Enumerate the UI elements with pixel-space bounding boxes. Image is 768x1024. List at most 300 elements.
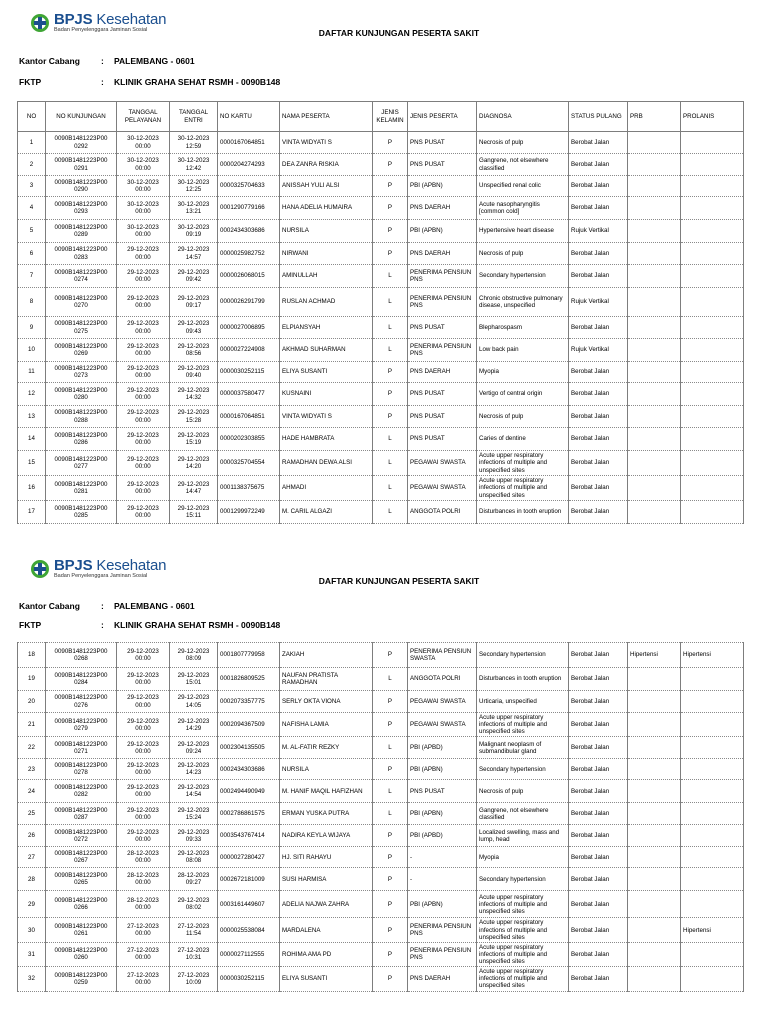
fktp-value: KLINIK GRAHA SEHAT RSMH - 0090B148 [114, 620, 281, 630]
cell-no: 12 [18, 383, 46, 406]
header-no: NO [18, 102, 46, 132]
cell-tanggal-pelayanan: 30-12-2023 00:00 [117, 132, 170, 154]
cell-prb [628, 288, 681, 317]
cell-tanggal-entri: 29-12-2023 09:17 [170, 288, 218, 317]
cell-no-kartu: 0001807779958 [218, 643, 280, 668]
cell-prolanis: Hipertensi [681, 918, 744, 942]
table-row [18, 476, 744, 501]
table-row [18, 847, 744, 868]
cell-jenis-peserta: PENERIMA PENSIUN PNS [408, 918, 477, 942]
header-status-pulang: STATUS PULANG [569, 102, 628, 132]
cell-tanggal-entri: 30-12-2023 13:21 [170, 197, 218, 220]
cell-tanggal-entri: 30-12-2023 12:42 [170, 154, 218, 176]
cell-jenis-kelamin: P [373, 154, 408, 176]
kantor-value: PALEMBANG - 0601 [114, 601, 195, 611]
cell-prb [628, 918, 681, 942]
cell-prb [628, 868, 681, 891]
cell-tanggal-entri: 29-12-2023 14:20 [170, 451, 218, 476]
cell-status-pulang: Berobat Jalan [569, 451, 628, 476]
cell-no-kunjungan: 0090B1481223P00 0269 [46, 339, 117, 362]
cell-no-kartu: 0000026291799 [218, 288, 280, 317]
cell-no-kartu: 0002073357775 [218, 691, 280, 713]
cell-no: 13 [18, 406, 46, 428]
cell-no-kartu: 0000037580477 [218, 383, 280, 406]
table-row [18, 643, 744, 668]
header-diagnosa: DIAGNOSA [477, 102, 569, 132]
cell-jenis-kelamin: P [373, 847, 408, 868]
logo-brand-light: Kesehatan [96, 557, 167, 574]
cell-no-kunjungan: 0090B1481223P00 0271 [46, 737, 117, 759]
cell-no: 15 [18, 451, 46, 476]
cell-nama-peserta: ROHIMA AMA PD [280, 942, 373, 966]
cell-prb [628, 339, 681, 362]
cell-tanggal-pelayanan: 29-12-2023 00:00 [117, 451, 170, 476]
cell-no: 10 [18, 339, 46, 362]
cell-prolanis [681, 220, 744, 243]
cell-no: 22 [18, 737, 46, 759]
cell-jenis-kelamin: P [373, 868, 408, 891]
cell-no: 27 [18, 847, 46, 868]
cell-jenis-kelamin: P [373, 406, 408, 428]
cell-tanggal-entri: 30-12-2023 09:19 [170, 220, 218, 243]
cell-tanggal-pelayanan: 27-12-2023 00:00 [117, 918, 170, 942]
colon: : [101, 56, 104, 66]
cell-no-kartu: 0000027112555 [218, 942, 280, 966]
cell-jenis-peserta: PEGAWAI SWASTA [408, 451, 477, 476]
cell-prb [628, 476, 681, 501]
cell-no-kunjungan: 0090B1481223P00 0277 [46, 451, 117, 476]
cell-jenis-kelamin: P [373, 362, 408, 383]
cell-status-pulang: Berobat Jalan [569, 825, 628, 847]
cell-nama-peserta: ADELIA NAJWA ZAHRA [280, 891, 373, 918]
cell-no-kunjungan: 0090B1481223P00 0280 [46, 383, 117, 406]
cell-prolanis [681, 691, 744, 713]
cell-prolanis [681, 154, 744, 176]
table-header-row [18, 102, 744, 132]
cell-prb [628, 847, 681, 868]
cell-jenis-kelamin: L [373, 428, 408, 451]
cell-jenis-kelamin: P [373, 643, 408, 668]
cell-prb [628, 891, 681, 918]
cell-tanggal-pelayanan: 30-12-2023 00:00 [117, 154, 170, 176]
cell-jenis-peserta: PENERIMA PENSIUN PNS [408, 265, 477, 288]
cell-prolanis [681, 288, 744, 317]
cell-jenis-kelamin: L [373, 803, 408, 825]
cell-status-pulang: Berobat Jalan [569, 132, 628, 154]
cell-no-kartu: 0001826809525 [218, 668, 280, 691]
cell-tanggal-pelayanan: 29-12-2023 00:00 [117, 737, 170, 759]
cell-no-kartu: 0001290779166 [218, 197, 280, 220]
cell-nama-peserta: NAFISHA LAMIA [280, 713, 373, 737]
cell-jenis-peserta: PBI (APBN) [408, 891, 477, 918]
cell-nama-peserta: RAMADHAN DEWA ALSI [280, 451, 373, 476]
table-row [18, 759, 744, 780]
cell-prb [628, 942, 681, 966]
cell-nama-peserta: ELIYA SUSANTI [280, 967, 373, 991]
cell-tanggal-pelayanan: 29-12-2023 00:00 [117, 780, 170, 803]
cell-no: 23 [18, 759, 46, 780]
cell-no-kartu: 0002094367509 [218, 713, 280, 737]
cell-no: 3 [18, 176, 46, 197]
cell-diagnosa: Secondary hypertension [477, 759, 569, 780]
cell-diagnosa: Low back pain [477, 339, 569, 362]
cell-prolanis [681, 868, 744, 891]
cell-diagnosa: Acute upper respiratory infections of multiple and unspecified sites [477, 942, 569, 966]
fktp-label: FKTP [19, 77, 42, 87]
cell-prb [628, 737, 681, 759]
cell-tanggal-pelayanan: 29-12-2023 00:00 [117, 362, 170, 383]
table-row [18, 891, 744, 918]
cell-nama-peserta: M. AL-FATIR REZKY [280, 737, 373, 759]
cell-nama-peserta: KUSNAINI [280, 383, 373, 406]
cell-jenis-kelamin: L [373, 501, 408, 524]
cell-no-kartu: 0003161449607 [218, 891, 280, 918]
cell-no-kunjungan: 0090B1481223P00 0266 [46, 891, 117, 918]
cell-no-kunjungan: 0090B1481223P00 0270 [46, 288, 117, 317]
cell-tanggal-pelayanan: 30-12-2023 00:00 [117, 176, 170, 197]
cell-no: 18 [18, 643, 46, 668]
cell-nama-peserta: VINTA WIDYATI S [280, 406, 373, 428]
cell-jenis-peserta: PNS PUSAT [408, 132, 477, 154]
cell-nama-peserta: SERLY OKTA VIONA [280, 691, 373, 713]
cell-prolanis [681, 265, 744, 288]
cell-tanggal-pelayanan: 28-12-2023 00:00 [117, 868, 170, 891]
cell-no-kartu: 0000027006895 [218, 317, 280, 339]
cell-jenis-kelamin: P [373, 691, 408, 713]
cell-jenis-kelamin: P [373, 220, 408, 243]
cell-no: 21 [18, 713, 46, 737]
cell-no-kunjungan: 0090B1481223P00 0272 [46, 825, 117, 847]
cell-tanggal-pelayanan: 29-12-2023 00:00 [117, 243, 170, 265]
cell-tanggal-pelayanan: 29-12-2023 00:00 [117, 317, 170, 339]
cell-no-kunjungan: 0090B1481223P00 0284 [46, 668, 117, 691]
cell-tanggal-entri: 29-12-2023 14:23 [170, 759, 218, 780]
table-row [18, 803, 744, 825]
cell-status-pulang: Berobat Jalan [569, 942, 628, 966]
cell-diagnosa: Vertigo of central origin [477, 383, 569, 406]
colon: : [101, 620, 104, 630]
table-row [18, 713, 744, 737]
cell-no: 24 [18, 780, 46, 803]
cell-tanggal-entri: 29-12-2023 14:29 [170, 713, 218, 737]
kantor-cabang-row [19, 601, 195, 611]
cell-prolanis [681, 428, 744, 451]
cell-prb [628, 713, 681, 737]
cell-nama-peserta: SUSI HARMISA [280, 868, 373, 891]
cell-jenis-peserta: PENERIMA PENSIUN PNS [408, 339, 477, 362]
cell-prb [628, 803, 681, 825]
page-section-2 [0, 548, 768, 1024]
header-tanggal-pelayanan: TANGGAL PELAYANAN [117, 102, 170, 132]
cell-status-pulang: Berobat Jalan [569, 967, 628, 991]
cell-tanggal-pelayanan: 29-12-2023 00:00 [117, 428, 170, 451]
cell-no-kartu: 0000026068015 [218, 265, 280, 288]
cell-no-kunjungan: 0090B1481223P00 0273 [46, 362, 117, 383]
cell-no-kartu: 0001299972249 [218, 501, 280, 524]
cell-prb [628, 132, 681, 154]
table-row [18, 942, 744, 966]
table-row [18, 383, 744, 406]
cell-nama-peserta: HADE HAMBRATA [280, 428, 373, 451]
cell-no: 11 [18, 362, 46, 383]
cell-jenis-kelamin: L [373, 737, 408, 759]
cell-no-kunjungan: 0090B1481223P00 0259 [46, 967, 117, 991]
cell-jenis-peserta: PEGAWAI SWASTA [408, 691, 477, 713]
cell-prolanis [681, 317, 744, 339]
cell-no-kunjungan: 0090B1481223P00 0283 [46, 243, 117, 265]
cell-diagnosa: Myopia [477, 362, 569, 383]
cell-jenis-peserta: PBI (APBD) [408, 737, 477, 759]
colon: : [101, 601, 104, 611]
cell-diagnosa: Necrosis of pulp [477, 406, 569, 428]
table-row [18, 501, 744, 524]
cell-prolanis [681, 476, 744, 501]
cell-status-pulang: Rujuk Vertikal [569, 288, 628, 317]
cell-no: 1 [18, 132, 46, 154]
table-row [18, 668, 744, 691]
cell-no: 28 [18, 868, 46, 891]
cell-jenis-kelamin: L [373, 668, 408, 691]
cell-jenis-peserta: - [408, 847, 477, 868]
cell-no: 19 [18, 668, 46, 691]
fktp-row [19, 620, 280, 630]
cell-no-kartu: 0002304135505 [218, 737, 280, 759]
cell-tanggal-pelayanan: 29-12-2023 00:00 [117, 825, 170, 847]
cell-tanggal-entri: 27-12-2023 10:09 [170, 967, 218, 991]
cell-tanggal-pelayanan: 27-12-2023 00:00 [117, 942, 170, 966]
cell-status-pulang: Berobat Jalan [569, 691, 628, 713]
cell-no-kartu: 0002494490949 [218, 780, 280, 803]
cell-no: 30 [18, 918, 46, 942]
table-row [18, 406, 744, 428]
cell-tanggal-pelayanan: 29-12-2023 00:00 [117, 383, 170, 406]
header-prolanis: PROLANIS [681, 102, 744, 132]
cell-status-pulang: Berobat Jalan [569, 197, 628, 220]
cell-tanggal-entri: 30-12-2023 12:25 [170, 176, 218, 197]
cell-status-pulang: Berobat Jalan [569, 501, 628, 524]
cell-prb [628, 825, 681, 847]
cell-tanggal-entri: 29-12-2023 09:42 [170, 265, 218, 288]
kantor-label: Kantor Cabang [19, 601, 80, 611]
cell-tanggal-entri: 29-12-2023 14:54 [170, 780, 218, 803]
cell-no-kunjungan: 0090B1481223P00 0274 [46, 265, 117, 288]
cell-no-kartu: 0000027280427 [218, 847, 280, 868]
fktp-value: KLINIK GRAHA SEHAT RSMH - 0090B148 [114, 77, 281, 87]
cell-status-pulang: Rujuk Vertikal [569, 220, 628, 243]
cell-tanggal-entri: 29-12-2023 14:57 [170, 243, 218, 265]
cell-nama-peserta: DEA ZANRA RISKIA [280, 154, 373, 176]
cell-no-kunjungan: 0090B1481223P00 0282 [46, 780, 117, 803]
cell-nama-peserta: NADIRA KEYLA WIJAYA [280, 825, 373, 847]
cell-diagnosa: Gangrene, not elsewhere classified [477, 154, 569, 176]
cell-jenis-kelamin: P [373, 197, 408, 220]
cell-status-pulang: Berobat Jalan [569, 406, 628, 428]
cell-nama-peserta: ELPIANSYAH [280, 317, 373, 339]
cell-nama-peserta: ERMAN YUSKA PUTRA [280, 803, 373, 825]
cell-prolanis [681, 383, 744, 406]
cell-prolanis [681, 825, 744, 847]
cell-no-kartu: 0000025982752 [218, 243, 280, 265]
cell-tanggal-entri: 29-12-2023 15:01 [170, 668, 218, 691]
table-row [18, 288, 744, 317]
cell-nama-peserta: RUSLAN ACHMAD [280, 288, 373, 317]
logo-subtitle: Badan Penyelenggara Jaminan Sosial [54, 27, 148, 33]
cell-no-kunjungan: 0090B1481223P00 0260 [46, 942, 117, 966]
cell-jenis-kelamin: P [373, 918, 408, 942]
cell-no-kartu: 0000167064851 [218, 132, 280, 154]
cell-jenis-kelamin: P [373, 891, 408, 918]
table-row [18, 176, 744, 197]
cell-prolanis [681, 942, 744, 966]
cell-no-kartu: 0002786861575 [218, 803, 280, 825]
cell-tanggal-pelayanan: 29-12-2023 00:00 [117, 265, 170, 288]
cell-tanggal-entri: 29-12-2023 15:11 [170, 501, 218, 524]
kantor-label: Kantor Cabang [19, 56, 80, 66]
cell-tanggal-pelayanan: 29-12-2023 00:00 [117, 691, 170, 713]
table-row [18, 451, 744, 476]
cell-no-kunjungan: 0090B1481223P00 0281 [46, 476, 117, 501]
table-row [18, 265, 744, 288]
cell-tanggal-pelayanan: 30-12-2023 00:00 [117, 197, 170, 220]
cell-jenis-kelamin: P [373, 942, 408, 966]
fktp-row [19, 77, 280, 87]
cell-no-kunjungan: 0090B1481223P00 0293 [46, 197, 117, 220]
header-jenis-peserta: JENIS PESERTA [408, 102, 477, 132]
fktp-label: FKTP [19, 620, 42, 630]
cell-no-kunjungan: 0090B1481223P00 0288 [46, 406, 117, 428]
cell-status-pulang: Berobat Jalan [569, 780, 628, 803]
cell-no-kunjungan: 0090B1481223P00 0290 [46, 176, 117, 197]
cell-prb [628, 197, 681, 220]
table-row [18, 339, 744, 362]
cell-prolanis [681, 362, 744, 383]
cell-tanggal-pelayanan: 30-12-2023 00:00 [117, 220, 170, 243]
cell-jenis-peserta: PNS PUSAT [408, 406, 477, 428]
table-row [18, 737, 744, 759]
cell-no: 16 [18, 476, 46, 501]
cell-prolanis: Hipertensi [681, 643, 744, 668]
cell-jenis-peserta: PEGAWAI SWASTA [408, 476, 477, 501]
cell-no-kartu: 0000027224908 [218, 339, 280, 362]
table-row [18, 868, 744, 891]
cell-diagnosa: Acute upper respiratory infections of multiple and unspecified sites [477, 891, 569, 918]
table-row [18, 362, 744, 383]
logo-subtitle: Badan Penyelenggara Jaminan Sosial [54, 573, 148, 579]
cell-jenis-kelamin: P [373, 383, 408, 406]
cell-no-kunjungan: 0090B1481223P00 0286 [46, 428, 117, 451]
cell-jenis-peserta: PNS DAERAH [408, 362, 477, 383]
cell-status-pulang: Berobat Jalan [569, 243, 628, 265]
cell-diagnosa: Acute upper respiratory infections of multiple and unspecified sites [477, 713, 569, 737]
cell-jenis-kelamin: L [373, 451, 408, 476]
cell-no-kunjungan: 0090B1481223P00 0292 [46, 132, 117, 154]
cell-prb [628, 362, 681, 383]
cell-prolanis [681, 668, 744, 691]
cell-prb [628, 967, 681, 991]
cell-prb [628, 501, 681, 524]
kantor-cabang-row [19, 56, 195, 66]
cell-prolanis [681, 501, 744, 524]
table-row [18, 197, 744, 220]
cell-prb [628, 176, 681, 197]
table-row [18, 825, 744, 847]
cell-tanggal-pelayanan: 29-12-2023 00:00 [117, 501, 170, 524]
cell-tanggal-entri: 29-12-2023 08:08 [170, 847, 218, 868]
cell-no-kunjungan: 0090B1481223P00 0287 [46, 803, 117, 825]
cell-diagnosa: Acute nasopharyngitis [common cold] [477, 197, 569, 220]
cell-no-kunjungan: 0090B1481223P00 0285 [46, 501, 117, 524]
cell-status-pulang: Berobat Jalan [569, 317, 628, 339]
cell-diagnosa: Malignant neoplasm of submandibular gland [477, 737, 569, 759]
cell-status-pulang: Berobat Jalan [569, 868, 628, 891]
header-nama-peserta: NAMA PESERTA [280, 102, 373, 132]
cell-prolanis [681, 176, 744, 197]
cell-tanggal-entri: 27-12-2023 11:54 [170, 918, 218, 942]
cell-no-kartu: 0000030252115 [218, 362, 280, 383]
cell-no-kartu: 0000167064851 [218, 406, 280, 428]
cell-status-pulang: Berobat Jalan [569, 668, 628, 691]
cell-no: 5 [18, 220, 46, 243]
cell-diagnosa: Secondary hypertension [477, 868, 569, 891]
cell-prb [628, 154, 681, 176]
cell-nama-peserta: AMINULLAH [280, 265, 373, 288]
cell-nama-peserta: HJ. SITI RAHAYU [280, 847, 373, 868]
cell-jenis-peserta: ANGGOTA POLRI [408, 501, 477, 524]
cell-jenis-peserta: PNS PUSAT [408, 428, 477, 451]
cell-jenis-peserta: PNS DAERAH [408, 243, 477, 265]
cell-diagnosa: Disturbances in tooth eruption [477, 501, 569, 524]
cell-no: 6 [18, 243, 46, 265]
cell-jenis-peserta: PENERIMA PENSIUN PNS [408, 288, 477, 317]
header-no-kartu: NO KARTU [218, 102, 280, 132]
cell-tanggal-pelayanan: 29-12-2023 00:00 [117, 668, 170, 691]
cell-diagnosa: Acute upper respiratory infections of multiple and unspecified sites [477, 918, 569, 942]
cell-tanggal-entri: 29-12-2023 15:24 [170, 803, 218, 825]
cell-prb [628, 691, 681, 713]
cell-diagnosa: Blepharospasm [477, 317, 569, 339]
cell-prolanis [681, 406, 744, 428]
cell-no-kunjungan: 0090B1481223P00 0268 [46, 643, 117, 668]
cell-status-pulang: Berobat Jalan [569, 737, 628, 759]
cell-jenis-peserta: - [408, 868, 477, 891]
cell-prb [628, 428, 681, 451]
cell-prolanis [681, 197, 744, 220]
cell-diagnosa: Myopia [477, 847, 569, 868]
cell-status-pulang: Berobat Jalan [569, 803, 628, 825]
cell-jenis-peserta: PNS PUSAT [408, 317, 477, 339]
table-row [18, 428, 744, 451]
cell-prb [628, 220, 681, 243]
cell-diagnosa: Localized swelling, mass and lump, head [477, 825, 569, 847]
table-row [18, 918, 744, 942]
cell-no-kartu: 0000025538084 [218, 918, 280, 942]
table-row [18, 220, 744, 243]
cell-no-kunjungan: 0090B1481223P00 0261 [46, 918, 117, 942]
cell-no: 4 [18, 197, 46, 220]
cell-prolanis [681, 451, 744, 476]
cell-no: 7 [18, 265, 46, 288]
cell-jenis-peserta: PNS PUSAT [408, 383, 477, 406]
colon: : [101, 77, 104, 87]
cell-prolanis [681, 967, 744, 991]
cell-prolanis [681, 847, 744, 868]
cell-status-pulang: Berobat Jalan [569, 383, 628, 406]
table-row [18, 154, 744, 176]
cell-diagnosa: Necrosis of pulp [477, 132, 569, 154]
cell-tanggal-pelayanan: 29-12-2023 00:00 [117, 288, 170, 317]
cell-tanggal-entri: 29-12-2023 08:56 [170, 339, 218, 362]
cell-no: 32 [18, 967, 46, 991]
